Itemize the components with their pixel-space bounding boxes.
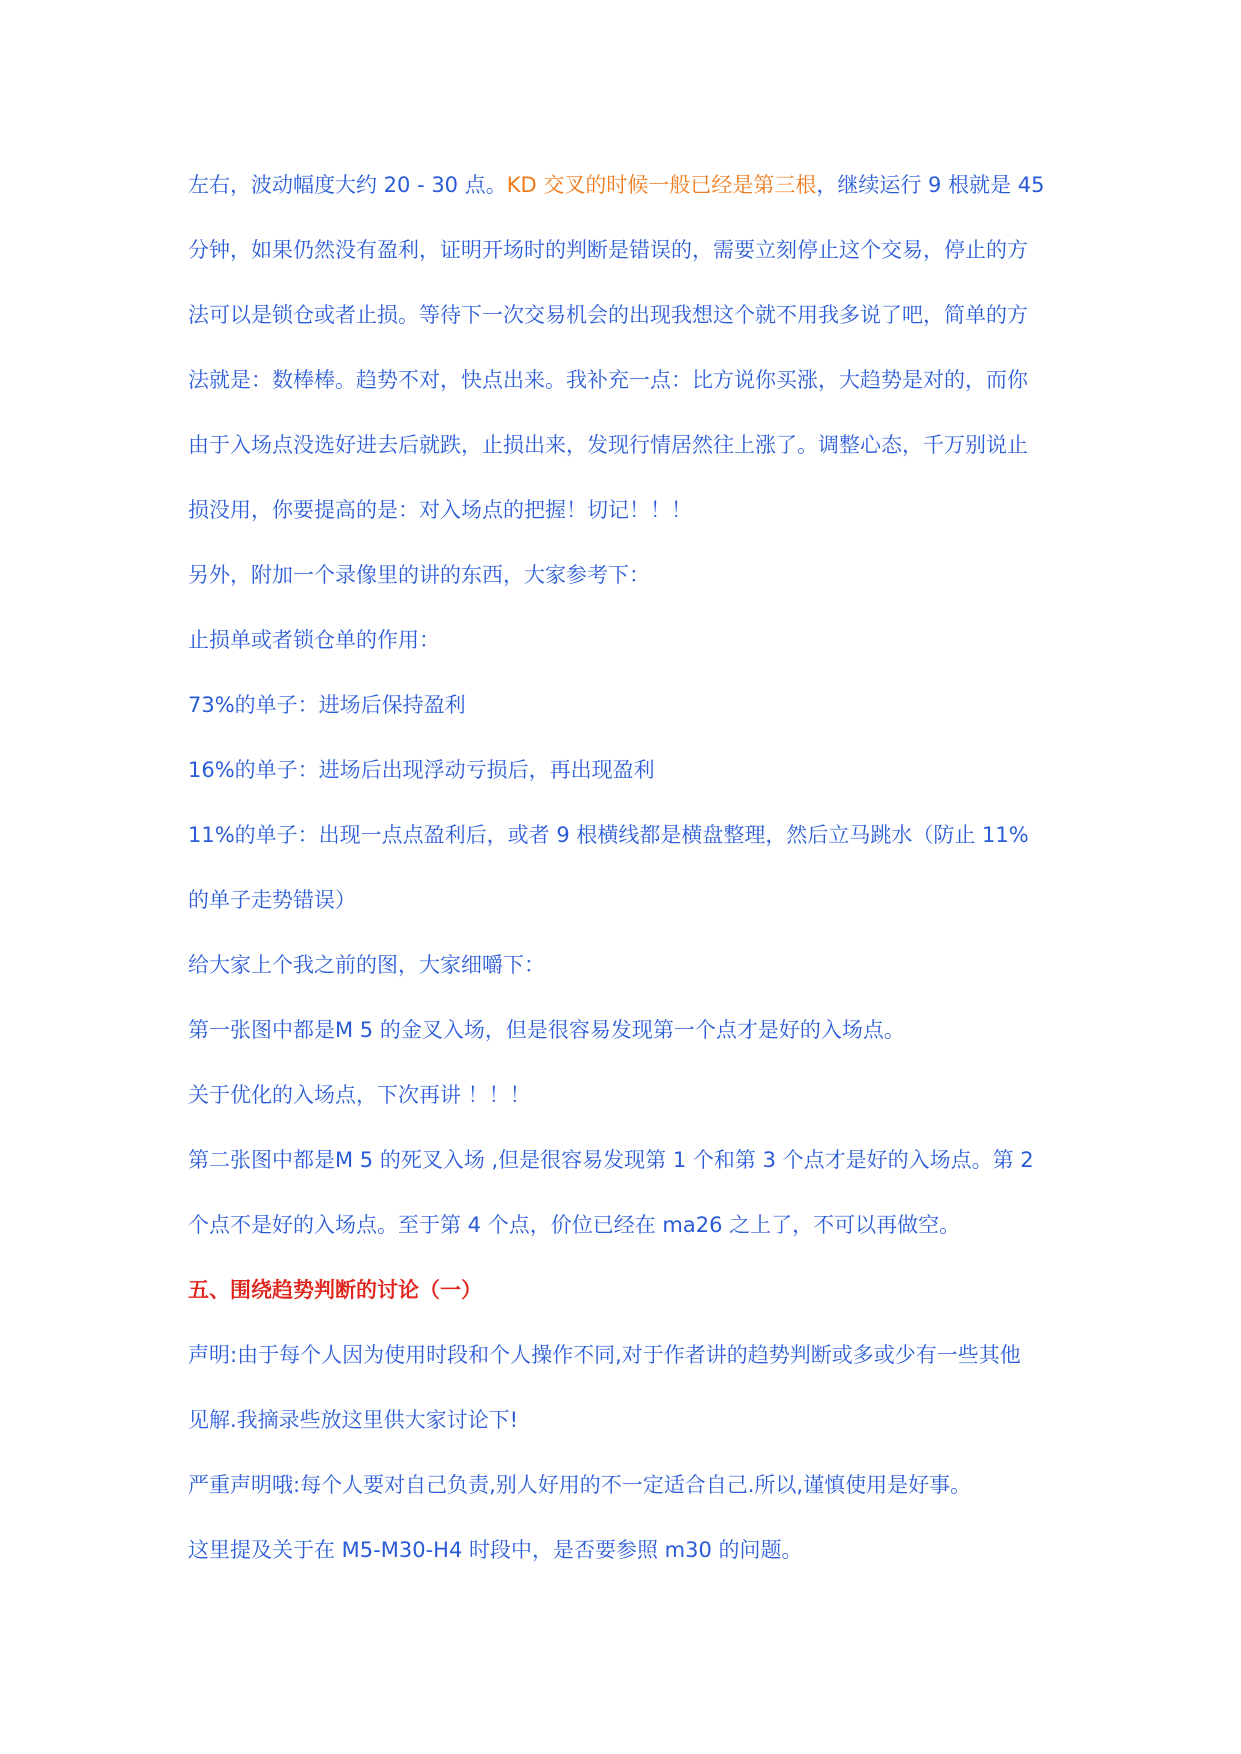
list-item-16-percent: 16%的单子：进场后出现浮动亏损后，再出现盈利 — [188, 758, 655, 782]
list-item-73-percent: 73%的单子：进场后保持盈利 — [188, 693, 466, 717]
paragraph-line-16: 第二张图中都是M 5 的死叉入场 ,但是很容易发现第 1 个和第 3 个点才是好的入场点。第 2 — [188, 1148, 1034, 1172]
line-1-text-c: ，继续运行 9 根就是 45 — [816, 173, 1045, 197]
paragraph-line-5: 由于入场点没选好进去后就跌，止损出来，发现行情居然往上涨了。调整心态，千万别说止 — [188, 433, 1028, 457]
paragraph-line-1 — [188, 170, 1088, 200]
section-heading: 五、围绕趋势判断的讨论（一） — [188, 1278, 482, 1302]
paragraph-line-2: 分钟，如果仍然没有盈利，证明开场时的判断是错误的，需要立刻停止这个交易，停止的方 — [188, 238, 1028, 262]
paragraph-line-20: 见解.我摘录些放这里供大家讨论下! — [188, 1408, 519, 1432]
list-item-11-percent-cont: 的单子走势错误） — [188, 888, 356, 912]
paragraph-line-13: 给大家上个我之前的图，大家细嚼下： — [188, 953, 545, 977]
paragraph-line-3: 法可以是锁仓或者止损。等待下一次交易机会的出现我想这个就不用我多说了吧，简单的方 — [188, 303, 1028, 327]
paragraph-line-6: 损没用，你要提高的是：对入场点的把握！切记！！！ — [188, 498, 692, 522]
paragraph-line-7: 另外，附加一个录像里的讲的东西，大家参考下： — [188, 563, 650, 587]
line-1-text-a: 左右，波动幅度大约 20 - 30 点。 — [188, 173, 507, 197]
paragraph-line-19: 声明:由于每个人因为使用时段和个人操作不同,对于作者讲的趋势判断或多或少有一些其他 — [188, 1343, 1021, 1367]
paragraph-line-21: 严重声明哦:每个人要对自己负责,别人好用的不一定适合自己.所以,谨慎使用是好事。 — [188, 1473, 972, 1497]
paragraph-line-8: 止损单或者锁仓单的作用： — [188, 628, 440, 652]
paragraph-line-17: 个点不是好的入场点。至于第 4 个点，价位已经在 ma26 之上了，不可以再做空。 — [188, 1213, 961, 1237]
list-item-11-percent: 11%的单子：出现一点点盈利后，或者 9 根横线都是横盘整理，然后立马跳水（防止 11% — [188, 823, 1029, 847]
line-1-highlight: KD 交叉的时候一般已经是第三根 — [506, 173, 817, 197]
paragraph-line-14: 第一张图中都是M 5 的金叉入场，但是很容易发现第一个点才是好的入场点。 — [188, 1018, 905, 1042]
paragraph-line-22: 这里提及关于在 M5-M30-H4 时段中，是否要参照 m30 的问题。 — [188, 1538, 803, 1562]
paragraph-line-4: 法就是：数棒棒。趋势不对，快点出来。我补充一点：比方说你买涨，大趋势是对的，而你 — [188, 368, 1028, 392]
paragraph-line-15: 关于优化的入场点，下次再讲 ！！！ — [188, 1083, 531, 1107]
